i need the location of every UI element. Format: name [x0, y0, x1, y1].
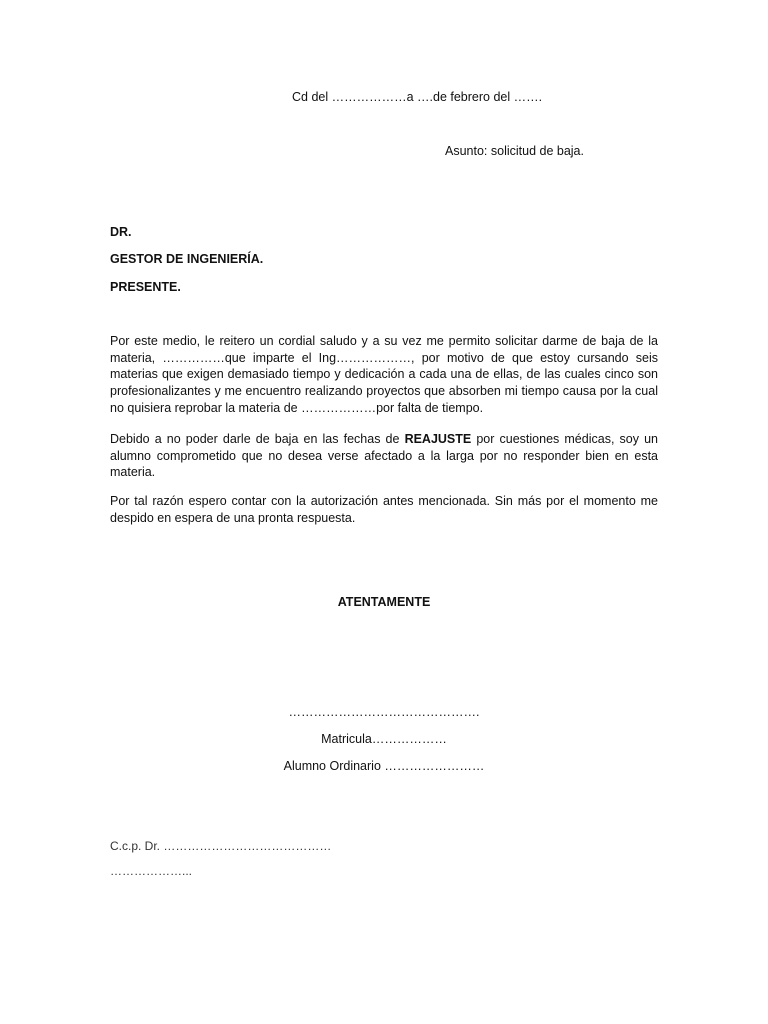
signature-matricula: Matricula………………	[321, 732, 447, 746]
body-paragraph-2-start: Debido a no poder darle de baja en las fechas de	[110, 432, 405, 446]
recipient-position: GESTOR DE INGENIERÍA.	[110, 252, 264, 266]
body-paragraph-2-end: por cuestiones médicas, soy un alumno comprometido que no desea verse afectado a la larga por no responder bien en esta materia.	[110, 432, 658, 480]
signature-line: ……………………………………….	[288, 705, 480, 719]
recipient-presente: PRESENTE.	[110, 280, 181, 294]
recipient-title: DR.	[110, 225, 132, 239]
body-paragraph-3: Por tal razón espero contar con la autorización antes mencionada. Sin más por el momento me despido en espera de una pronta respuesta.	[110, 494, 658, 525]
body-paragraph-2	[110, 431, 658, 481]
signature-alumno: Alumno Ordinario ……………………	[283, 759, 485, 773]
ccp-line: C.c.p. Dr. ……………………………………	[110, 839, 332, 853]
body-paragraph-1: Por este medio, le reitero un cordial saludo y a su vez me permito solicitar darme de baja de la materia, ……………que imparte el Ing………………, por motivo de que estoy cursando seis materias que exigen demasiado tiempo y dedicación a cada una de ellas, de las cuales cinco son profesionalizantes y me encuentro realizando proyectos que absorben mi tiempo causa por la cual no quisiera reprobar la materia de ………………por falta de tiempo.	[110, 334, 658, 415]
closing-atentamente: ATENTAMENTE	[337, 595, 431, 609]
date-line: Cd del ………………a ….de febrero del …….	[292, 90, 543, 104]
reajuste-keyword: REAJUSTE	[404, 432, 472, 446]
ccp-continuation: ………………...	[110, 864, 193, 878]
subject-line: Asunto: solicitud de baja.	[445, 144, 584, 158]
